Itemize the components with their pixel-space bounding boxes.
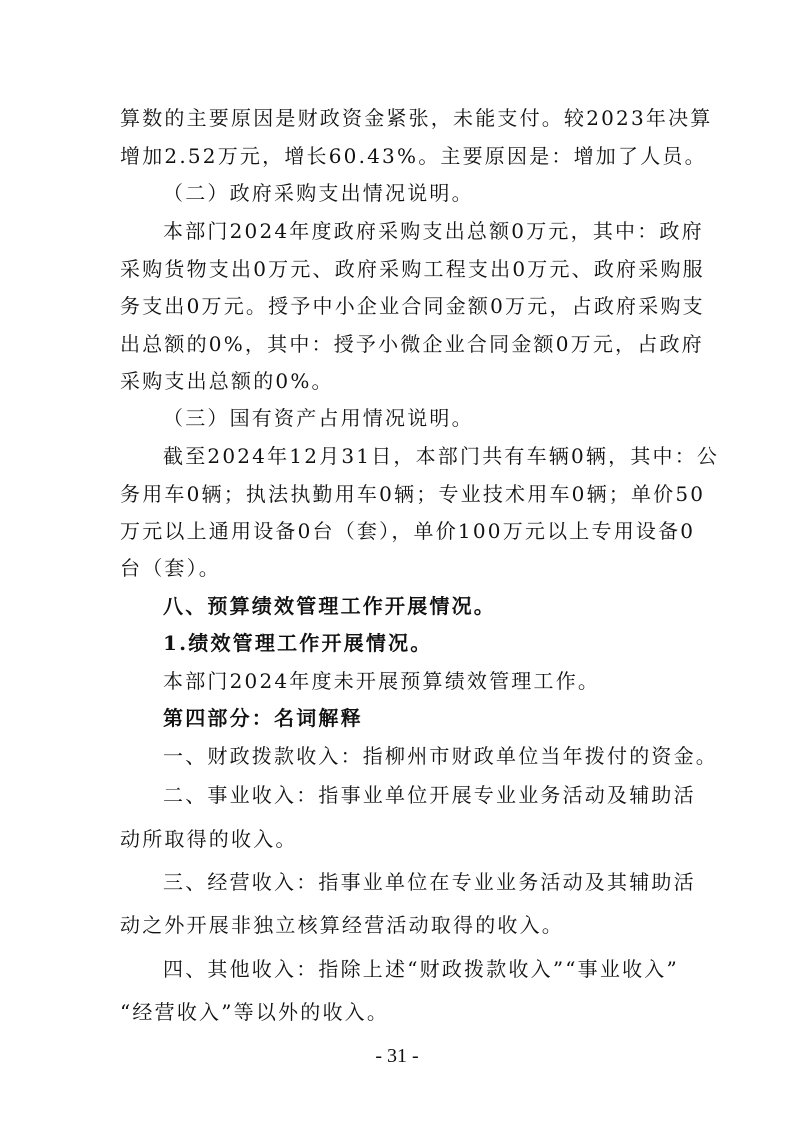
body-text-line: 务用车0辆；执法执勤用车0辆；专业技术用车0辆；单价50 — [120, 482, 706, 506]
definition-line: 四、其他收入：指除上述“财政拨款收入”“事业收入” — [163, 957, 679, 981]
definition-line: 一、财政拨款收入：指柳州市财政单位当年拨付的资金。 — [163, 744, 718, 768]
body-text-line: 出总额的0%，其中：授予小微企业合同金额0万元，占政府 — [120, 332, 704, 356]
body-text-line: 本部门2024年度政府采购支出总额0万元，其中：政府 — [163, 219, 704, 243]
body-text-line: 采购货物支出0万元、政府采购工程支出0万元、政府采购服 — [120, 257, 705, 281]
page-number: - 31 - — [375, 1045, 419, 1067]
chapter-heading: 八、预算绩效管理工作开展情况。 — [163, 594, 496, 618]
body-text-line: 增加2.52万元，增长60.43%。主要原因是：增加了人员。 — [120, 144, 707, 168]
definition-line: 三、经营收入：指事业单位在专业业务活动及其辅助活 — [163, 870, 696, 894]
body-text-line: 算数的主要原因是财政资金紧张，未能支付。较2023年决算 — [120, 106, 713, 130]
body-text-line: 台（套）。 — [120, 556, 221, 580]
definition-line: 动之外开展非独立核算经营活动取得的收入。 — [120, 913, 564, 937]
body-text-line: 本部门2024年度未开展预算绩效管理工作。 — [163, 669, 601, 693]
definition-line: “经营收入”等以外的收入。 — [120, 1000, 390, 1024]
definition-line: 动所取得的收入。 — [120, 827, 298, 851]
subsection-heading: 1.绩效管理工作开展情况。 — [163, 631, 433, 655]
section-heading: （二）政府采购支出情况说明。 — [163, 181, 474, 205]
definition-line: 二、事业收入：指事业单位开展专业业务活动及辅助活 — [163, 783, 696, 807]
body-text-line: 截至2024年12月31日，本部门共有车辆0辆，其中：公 — [163, 444, 720, 468]
body-text-line: 务支出0万元。授予中小企业合同金额0万元，占政府采购支 — [120, 294, 705, 318]
section-heading: （三）国有资产占用情况说明。 — [163, 406, 474, 430]
body-text-line: 万元以上通用设备0台（套），单价100万元以上专用设备0 — [120, 519, 696, 543]
body-text-line: 采购支出总额的0%。 — [120, 369, 334, 393]
part-heading: 第四部分：名词解释 — [163, 706, 363, 730]
